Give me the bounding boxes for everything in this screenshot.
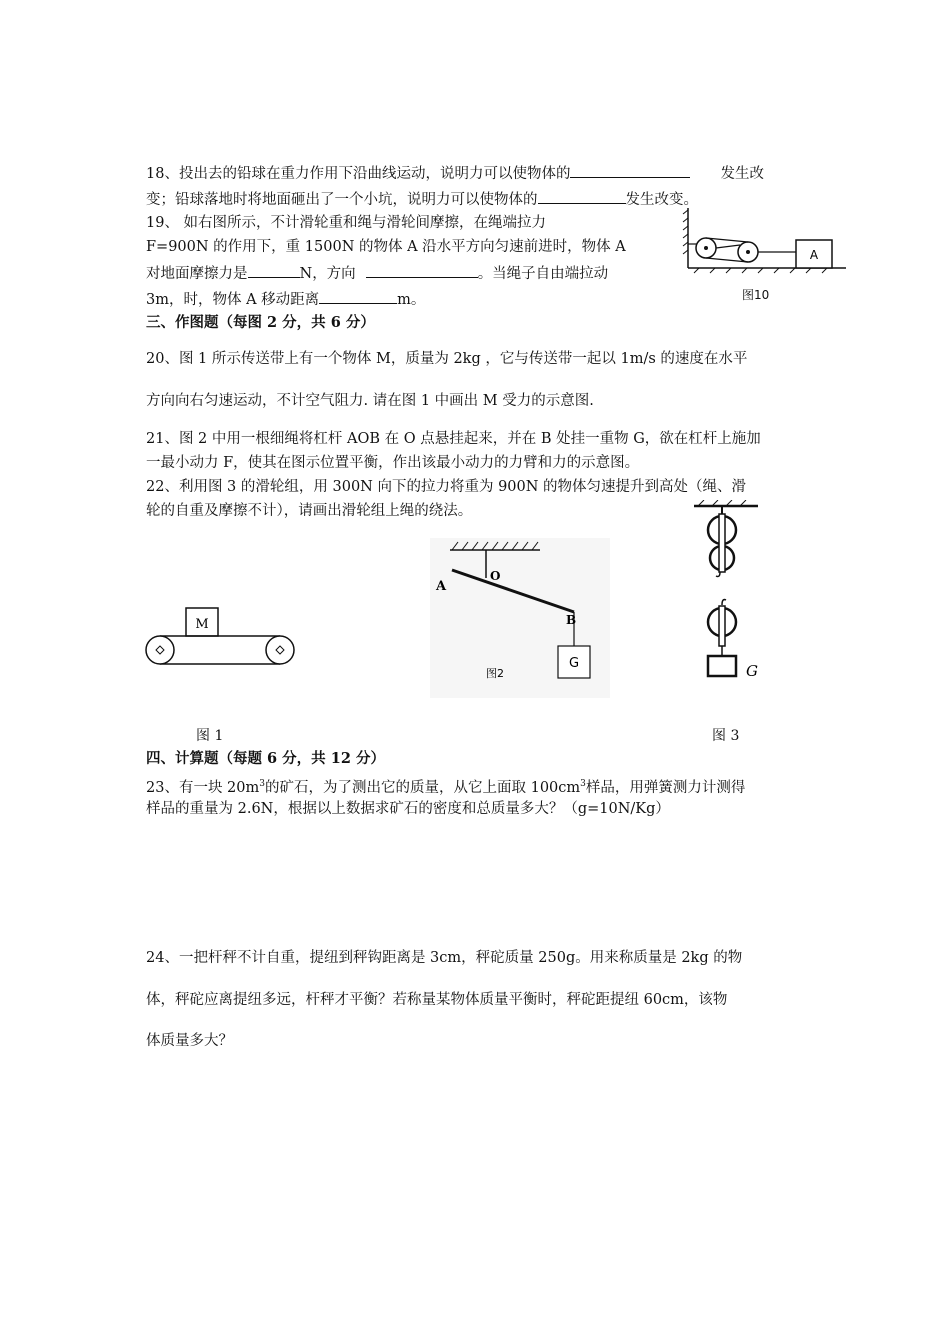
- q23-line-1: [146, 774, 745, 798]
- q18-line-2: [146, 188, 698, 210]
- q20-line-2: 方向向右匀速运动，不计空气阻力. 请在图 1 中画出 M 受力的示意图.: [146, 393, 594, 409]
- q18-text-2a: 变；铅球落地时将地面砸出了一个小坑，说明力可以使物体的: [146, 192, 538, 208]
- q23-text-1b: 的矿石，为了测出它的质量，从它上面取 100cm: [265, 779, 581, 796]
- q18-text-1a: 18、投出去的铅球在重力作用下沿曲线运动，说明力可以使物体的: [146, 166, 571, 182]
- q18-text-1b: 发生改: [720, 166, 764, 182]
- q18-blank-2[interactable]: [538, 188, 626, 204]
- q20-line-1: 20、图 1 所示传送带上有一个物体 M，质量为 2kg ，它与传送带一起以 1m/s 的速度在水平: [146, 351, 748, 367]
- q21-line-2: 一最小动力 F，使其在图示位置平衡，作出该最小动力的力臂和力的示意图。: [146, 455, 640, 471]
- q23-line-2: 样品的重量为 2.6N，根据以上数据求矿石的密度和总质量多大？（g=10N/Kg）: [146, 801, 670, 817]
- weight-g-label: G: [568, 656, 580, 671]
- q23-sup-1: 3: [259, 779, 265, 789]
- q24-line-3: 体质量多大？: [146, 1033, 233, 1049]
- q18-line-1: [146, 162, 764, 184]
- right-roller: [266, 636, 294, 664]
- point-a-label: A: [436, 579, 447, 594]
- figure-3-pulley-block: [690, 500, 770, 685]
- lever-bar: [452, 570, 574, 612]
- figure-10-caption: 图10: [742, 288, 770, 302]
- weight-g-3: [708, 656, 736, 676]
- q19-line-4: [146, 288, 425, 310]
- q19-text-4a: 3m，时，物体 A 移动距离: [146, 292, 320, 308]
- point-b-label: B: [566, 613, 577, 627]
- q19-text-3a: 对地面摩擦力是: [146, 266, 248, 282]
- q23-text-1a: 23、有一块 20m: [146, 779, 260, 796]
- q24-line-2: 体，秤砣应离提纽多远，杆秤才平衡？若称量某物体质量平衡时，秤砣距提纽 60cm，该物: [146, 992, 728, 1008]
- section-4-title: 四、计算题（每题 6 分，共 12 分）: [146, 750, 385, 767]
- q23-sup-2: 3: [580, 779, 586, 789]
- q23-text-1c: 样品，用弹簧测力计测得: [585, 779, 746, 796]
- section-3-title: 三、作图题（每图 2 分，共 6 分）: [146, 314, 375, 331]
- block-m-label: M: [195, 617, 209, 632]
- q19-text-4b: m。: [397, 292, 426, 308]
- figure-2-lever: [430, 538, 610, 698]
- q18-text-2b: 发生改变。: [625, 192, 698, 208]
- q18-blank-1[interactable]: [570, 162, 690, 178]
- q19-text-3c: 。当绳子自由端拉动: [477, 266, 609, 282]
- q19-blank-direction[interactable]: [366, 262, 478, 278]
- q21-line-1: 21、图 2 中用一根细绳将杠杆 AOB 在 O 点悬挂起来，并在 B 处挂一重物 G，欲在杠杆上施加: [146, 431, 761, 447]
- left-roller: [146, 636, 174, 664]
- q24-line-1: 24、一把杆秤不计自重，提纽到秤钩距离是 3cm，秤砣质量 250g。用来称质量是 2kg 的物: [146, 950, 743, 966]
- figure-10-pulley: [680, 200, 850, 275]
- q19-line-2: F=900N 的作用下，重 1500N 的物体 A 沿水平方向匀速前进时，物体 A: [146, 239, 626, 255]
- q19-text-3b: N，方向: [299, 266, 356, 282]
- figure-1-conveyor: [144, 606, 304, 666]
- figure-2-caption: 图2: [486, 667, 504, 680]
- figure-3-caption: 图 3: [712, 728, 740, 744]
- weight-g-3-label: G: [746, 662, 758, 680]
- q22-line-1: 22、利用图 3 的滑轮组，用 300N 向下的拉力将重为 900N 的物体匀速提升到高处（绳、滑: [146, 479, 747, 495]
- q22-line-2: 轮的自重及摩擦不计），请画出滑轮组上绳的绕法。: [146, 503, 473, 519]
- figure-1-caption: 图 1: [196, 728, 224, 744]
- block-a-label: A: [809, 248, 819, 262]
- point-o-label: O: [490, 569, 501, 583]
- q19-blank-distance[interactable]: [319, 288, 397, 304]
- q19-line-1: 19、 如右图所示，不计滑轮重和绳与滑轮间摩擦，在绳端拉力: [146, 215, 547, 231]
- q19-line-3: [146, 262, 608, 284]
- q19-blank-friction[interactable]: [248, 262, 300, 278]
